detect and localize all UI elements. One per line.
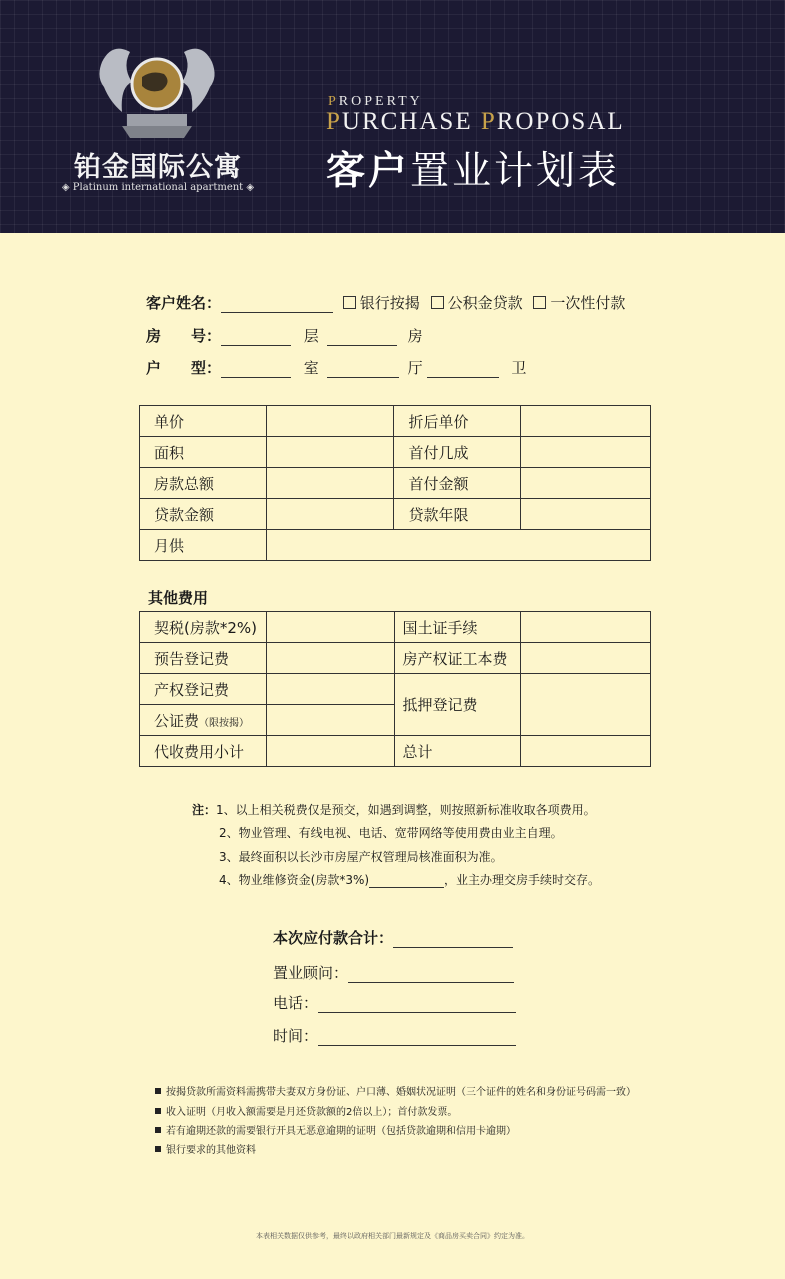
note-2: 2、物业管理、有线电视、电话、宽带网络等使用费由业主自理。 <box>219 826 563 840</box>
total-price-label: 房款总额 <box>140 468 267 499</box>
notary-fee-label: 公证费（限按揭） <box>140 705 267 736</box>
customer-name-label: 客户姓名： <box>146 294 222 312</box>
payment-total-row: 本次应付款合计： <box>273 927 513 948</box>
table-row <box>140 406 651 437</box>
deed-tax-label: 契税(房款*2%) <box>140 612 267 643</box>
price-table <box>139 405 651 561</box>
time-field[interactable] <box>318 1031 516 1046</box>
total-price-cell[interactable] <box>266 468 394 499</box>
property-cert-label: 房产权证工本费 <box>394 643 521 674</box>
notary-fee-cell[interactable] <box>266 705 394 736</box>
mortgage-reg-label: 抵押登记费 <box>394 674 521 736</box>
fund-loan-label: 公积金贷款 <box>447 294 523 312</box>
loan-amount-label: 贷款金额 <box>140 499 267 530</box>
floor-unit: 层 <box>303 327 319 345</box>
loan-years-cell[interactable] <box>521 499 651 530</box>
area-label: 面积 <box>140 437 267 468</box>
requirement-item: 若有逾期还款的需要银行开具无恶意逾期的证明（包括贷款逾期和信用卡逾期） <box>155 1122 516 1137</box>
deed-tax-cell[interactable] <box>266 612 394 643</box>
house-type-label: 户 型： <box>146 359 222 377</box>
house-type-row <box>146 357 526 378</box>
title-english-line1: PROPERTY <box>328 94 423 109</box>
bank-loan-label: 银行按揭 <box>359 294 420 312</box>
notice-reg-cell[interactable] <box>266 643 394 674</box>
loan-years-label: 贷款年限 <box>394 499 521 530</box>
down-ratio-label: 首付几成 <box>394 437 521 468</box>
note-3: 3、最终面积以长沙市房屋产权管理局核准面积为准。 <box>219 850 503 864</box>
loan-amount-cell[interactable] <box>266 499 394 530</box>
header-banner <box>0 0 785 233</box>
room-number-label: 房 号： <box>146 327 222 345</box>
customer-name-field[interactable] <box>221 298 333 313</box>
grand-total-cell[interactable] <box>521 736 651 767</box>
consultant-row: 置业顾问： <box>273 962 514 983</box>
bullet-square-icon <box>155 1146 161 1152</box>
bullet-square-icon <box>155 1127 161 1133</box>
logo-chinese-name: 铂金国际公寓 <box>74 152 242 183</box>
unit-price-label: 单价 <box>140 406 267 437</box>
down-amount-cell[interactable] <box>521 468 651 499</box>
bullet-square-icon <box>155 1088 161 1094</box>
property-reg-label: 产权登记费 <box>140 674 267 705</box>
maintenance-fund-field[interactable] <box>369 876 444 888</box>
time-row: 时间： <box>273 1025 516 1046</box>
monthly-payment-cell[interactable] <box>266 530 650 561</box>
monthly-payment-label: 月供 <box>140 530 267 561</box>
area-cell[interactable] <box>266 437 394 468</box>
subtotal-label: 代收费用小计 <box>140 736 267 767</box>
fees-table <box>139 611 651 767</box>
hall-unit: 厅 <box>407 359 423 377</box>
discount-price-cell[interactable] <box>521 406 651 437</box>
note-1: 注：1、以上相关税费仅是预交，如遇到调整，则按照新标准收取各项费用。 <box>192 803 596 817</box>
table-row <box>140 643 651 674</box>
table-row <box>140 499 651 530</box>
bedroom-unit: 室 <box>303 359 319 377</box>
bedroom-field[interactable] <box>221 363 291 378</box>
hall-field[interactable] <box>327 363 399 378</box>
bathroom-unit: 卫 <box>511 359 527 377</box>
requirement-item: 收入证明（月收入额需要是月还贷款额的2倍以上）；首付款发票。 <box>155 1103 457 1118</box>
title-chinese: 客户置业计划表 <box>326 149 621 194</box>
other-fees-title: 其他费用 <box>148 589 209 607</box>
room-field[interactable] <box>327 331 397 346</box>
disclaimer-footer: 本表相关数据仅供参考，最终以政府相关部门最新规定及《商品房买卖合同》约定为准。 <box>256 1232 529 1240</box>
discount-price-label: 折后单价 <box>394 406 521 437</box>
table-row <box>140 468 651 499</box>
room-number-row <box>146 325 423 346</box>
down-ratio-cell[interactable] <box>521 437 651 468</box>
full-payment-label: 一次性付款 <box>550 294 626 312</box>
requirement-item: 按揭贷款所需资料需携带夫妻双方身份证、户口薄、婚姻状况证明（三个证件的姓名和身份证号码需一致） <box>155 1083 636 1098</box>
title-english-line2: PURCHASE PROPOSAL <box>326 108 625 135</box>
notice-reg-label: 预告登记费 <box>140 643 267 674</box>
table-row <box>140 674 651 705</box>
grand-total-label: 总计 <box>394 736 521 767</box>
floor-field[interactable] <box>221 331 291 346</box>
land-cert-label: 国土证手续 <box>394 612 521 643</box>
logo-english-name: ◈ Platinum international apartment ◈ <box>61 182 255 193</box>
customer-name-row <box>146 292 625 313</box>
bathroom-field[interactable] <box>427 363 499 378</box>
property-reg-cell[interactable] <box>266 674 394 705</box>
table-row <box>140 736 651 767</box>
down-amount-label: 首付金额 <box>394 468 521 499</box>
full-payment-checkbox[interactable] <box>533 296 546 309</box>
requirement-item: 银行要求的其他资料 <box>155 1141 256 1156</box>
payment-total-field[interactable] <box>393 933 513 948</box>
bank-loan-checkbox[interactable] <box>343 296 356 309</box>
bullet-square-icon <box>155 1108 161 1114</box>
logo-emblem-icon <box>92 42 222 142</box>
table-row <box>140 612 651 643</box>
table-row <box>140 530 651 561</box>
consultant-field[interactable] <box>348 968 514 983</box>
table-row <box>140 437 651 468</box>
note-4: 4、物业维修资金(房款*3%) ，业主办理交房手续时交存。 <box>219 873 601 887</box>
phone-row: 电话： <box>273 992 516 1013</box>
land-cert-cell[interactable] <box>521 612 651 643</box>
fund-loan-checkbox[interactable] <box>431 296 444 309</box>
phone-field[interactable] <box>318 998 516 1013</box>
mortgage-reg-cell[interactable] <box>521 674 651 736</box>
property-cert-cell[interactable] <box>521 643 651 674</box>
room-unit: 房 <box>407 327 423 345</box>
unit-price-cell[interactable] <box>266 406 394 437</box>
subtotal-cell[interactable] <box>266 736 394 767</box>
